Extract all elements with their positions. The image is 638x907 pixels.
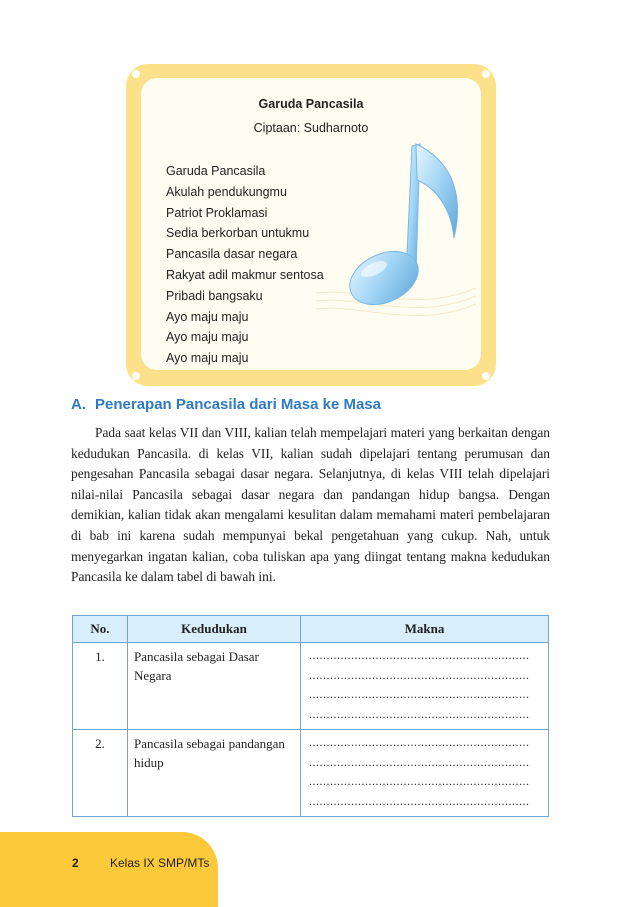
header-makna: Makna (301, 616, 549, 643)
answer-line[interactable]: ............................................................... (309, 793, 530, 808)
row-kedudukan: Pancasila sebagai pandangan hidup (128, 730, 301, 817)
lyric-line: Ayo maju maju (166, 330, 249, 345)
lyric-line: Ayo maju maju (166, 351, 249, 366)
table-header-row (73, 616, 549, 643)
section-title: Penerapan Pancasila dari Masa ke Masa (95, 396, 381, 413)
lyric-line: Patriot Proklamasi (166, 205, 268, 220)
answer-line[interactable]: ............................................................... (309, 648, 530, 662)
song-credit: Ciptaan: Sudharnoto (253, 121, 369, 135)
answer-line[interactable]: ............................................................... (309, 706, 530, 721)
lyric-line: Rakyat adil makmur sentosa (166, 267, 324, 282)
header-no: No. (73, 616, 128, 643)
answer-line[interactable]: ............................................................... (309, 687, 530, 701)
section-heading (71, 396, 381, 413)
row-makna[interactable] (301, 730, 549, 817)
lyric-line: Akulah pendukungmu (166, 184, 287, 199)
song-lyrics (166, 161, 324, 369)
lyric-line: Sedia berkorban untukmu (166, 226, 310, 241)
corner-dot-top-left (132, 70, 140, 78)
answer-line[interactable]: ............................................................... (309, 735, 530, 749)
answer-line[interactable]: ............................................................... (309, 774, 530, 788)
section-letter: A. (71, 396, 86, 413)
lyric-line: Pancasila dasar negara (166, 247, 298, 262)
lyric-line: Garuda Pancasila (166, 164, 266, 178)
kedudukan-table (72, 615, 549, 817)
page-number: 2 (72, 856, 79, 870)
table-row (73, 730, 549, 817)
music-note-icon (316, 128, 476, 328)
row-kedudukan: Pancasila sebagai Dasar Negara (128, 643, 301, 730)
table-row (73, 643, 549, 730)
song-title: Garuda Pancasila (258, 97, 364, 111)
page-footer (0, 832, 218, 907)
answer-line[interactable]: ............................................................... (309, 667, 530, 682)
header-kedudukan: Kedudukan (128, 616, 301, 643)
lyric-line: Pribadi bangsaku (166, 288, 263, 303)
corner-dot-bottom-right (482, 372, 490, 380)
row-number: 1. (73, 643, 128, 730)
row-number: 2. (73, 730, 128, 817)
answer-line[interactable]: ............................................................... (309, 754, 530, 769)
corner-dot-top-right (482, 70, 490, 78)
lyric-line: Ayo maju maju (166, 309, 249, 324)
intro-paragraph: Pada saat kelas VII dan VIII, kalian telah mempelajari materi yang berkaitan dengan kedudukan Pancasila. di kelas VII, kalian sudah dipelajari tentang perumusan dan pengesahan Pancasila sebagai dasar negara. Selanjutnya, di kelas VIII telah dipelajari nilai-nilai Pancasila sebagai dasar negara dan pandangan hidup bangsa. Dengan demikian, kalian tidak akan mengalami kesulitan dalam memahami materi pembelajaran di bab ini karena sudah mempunyai bekal pengetahuan yang cukup. Nah, untuk menyegarkan ingatan kalian, coba tuliskan apa yang diingat tentang makna kedudukan Pancasila ke dalam tabel di bawah ini. (71, 425, 550, 585)
row-makna[interactable] (301, 643, 549, 730)
corner-dot-bottom-left (132, 372, 140, 380)
book-title: Kelas IX SMP/MTs (110, 856, 210, 870)
song-box (141, 78, 481, 370)
